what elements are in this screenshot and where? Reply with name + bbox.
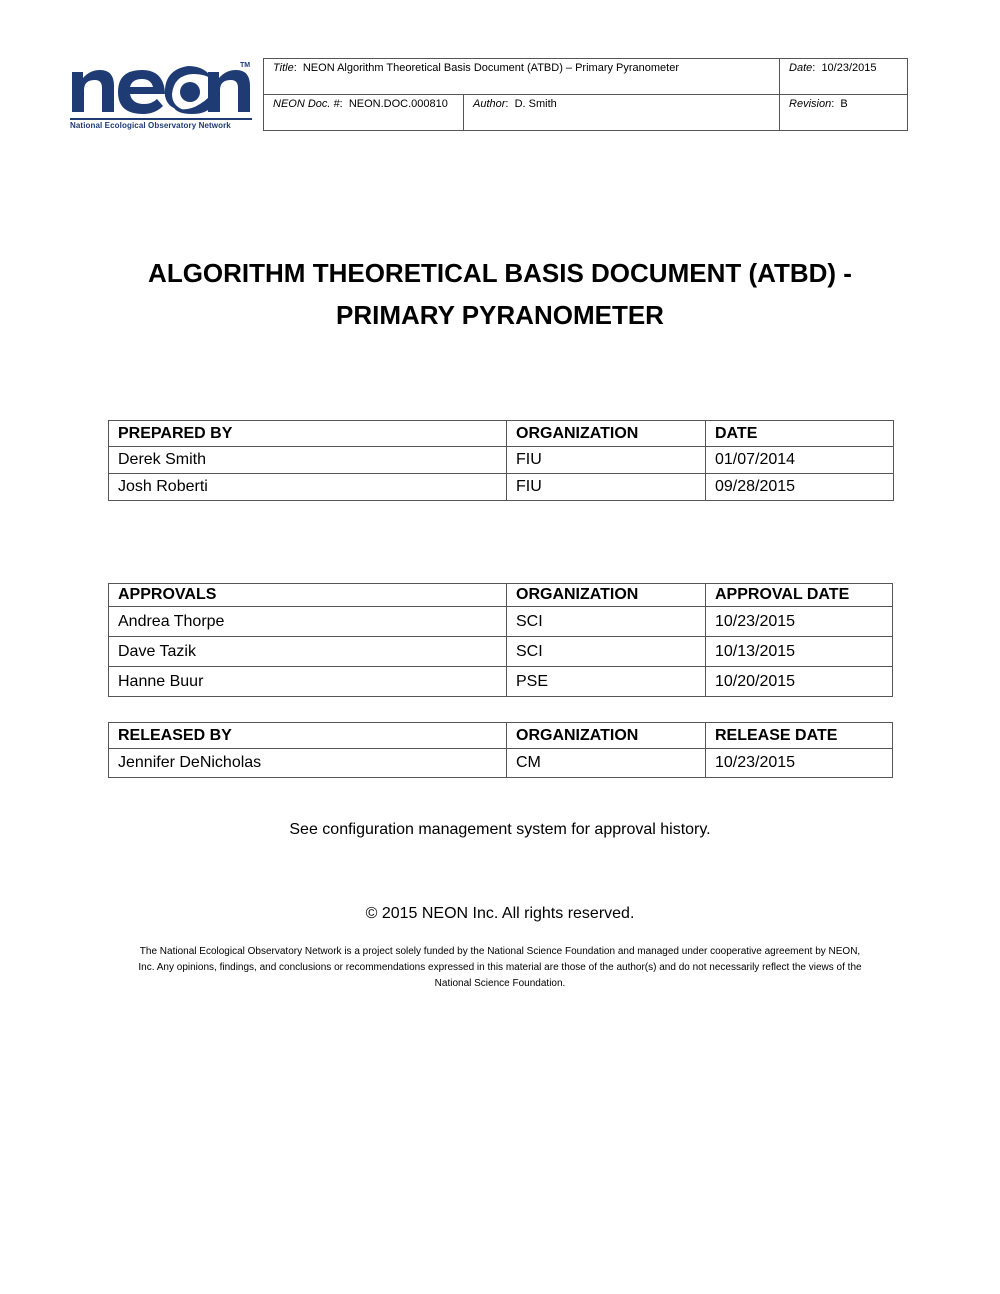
neon-wordmark [68, 58, 254, 116]
date-cell: 10/13/2015 [706, 637, 893, 667]
name-cell: Hanne Buur [109, 667, 507, 697]
header-doc-cell: NEON Doc. #: NEON.DOC.000810 [264, 95, 464, 131]
funding-disclaimer [112, 944, 888, 992]
date-value: 10/23/2015 [821, 62, 877, 74]
disclaimer-line-2: Inc. Any opinions, findings, and conclusions or recommendations expressed in this material are those of the author(s) and do not necessarily reflect the views of the [138, 962, 862, 973]
table-row [109, 637, 893, 667]
table-row [109, 667, 893, 697]
header-author-cell: Author: D. Smith [464, 95, 780, 131]
organization-cell: SCI [507, 637, 706, 667]
header-revision-cell: Revision: B [780, 95, 908, 131]
title-value: NEON Algorithm Theoretical Basis Document (ATBD) – Primary Pyranometer [302, 62, 680, 74]
logo-tagline: National Ecological Observatory Network [70, 118, 252, 130]
column-header: ORGANIZATION [507, 723, 706, 749]
column-header: ORGANIZATION [507, 421, 706, 447]
prepared-by-table [108, 420, 894, 501]
name-cell: Derek Smith [109, 447, 507, 474]
organization-cell: FIU [507, 474, 706, 501]
date-cell: 10/23/2015 [706, 749, 893, 778]
date-cell: 10/20/2015 [706, 667, 893, 697]
revision-value: B [840, 98, 848, 110]
title-label: Title [273, 62, 294, 74]
author-label: Author [473, 98, 506, 110]
name-cell: Dave Tazik [109, 637, 507, 667]
table-row [109, 474, 894, 501]
table-header-row [109, 421, 894, 447]
organization-cell: FIU [507, 447, 706, 474]
organization-cell: CM [507, 749, 706, 778]
released-by-table [108, 722, 893, 778]
document-title-line-2: PRIMARY PYRANOMETER [336, 300, 664, 330]
name-cell: Jennifer DeNicholas [109, 749, 507, 778]
date-cell: 01/07/2014 [706, 447, 894, 474]
doc-value: NEON.DOC.000810 [348, 98, 448, 110]
organization-cell: PSE [507, 667, 706, 697]
column-header: DATE [706, 421, 894, 447]
date-cell: 10/23/2015 [706, 607, 893, 637]
disclaimer-line-1: The National Ecological Observatory Network is a project solely funded by the National Science Foundation and managed under cooperative agreement by NEON, [139, 946, 861, 957]
table-row [109, 607, 893, 637]
name-cell: Josh Roberti [109, 474, 507, 501]
column-header: ORGANIZATION [507, 584, 706, 607]
document-header-table [263, 58, 908, 131]
copyright-notice: © 2015 NEON Inc. All rights reserved. [365, 905, 635, 922]
column-header: PREPARED BY [109, 421, 507, 447]
configuration-note: See configuration management system for approval history. [289, 821, 711, 838]
document-title [100, 252, 900, 336]
date-label: Date [789, 62, 813, 74]
doc-label: NEON Doc. # [273, 98, 340, 110]
neon-logo [68, 58, 254, 134]
header-title-cell: Title: NEON Algorithm Theoretical Basis Document (ATBD) – Primary Pyranometer [264, 59, 780, 95]
name-cell: Andrea Thorpe [109, 607, 507, 637]
column-header: APPROVAL DATE [706, 584, 893, 607]
approvals-table [108, 583, 893, 697]
author-value: D. Smith [514, 98, 557, 110]
column-header: APPROVALS [109, 584, 507, 607]
column-header: RELEASE DATE [706, 723, 893, 749]
table-row [109, 447, 894, 474]
disclaimer-line-3: National Science Foundation. [434, 978, 566, 989]
document-title-line-1: ALGORITHM THEORETICAL BASIS DOCUMENT (ATBD) - [148, 258, 852, 288]
header-date-cell: Date: 10/23/2015 [780, 59, 908, 95]
table-header-row [109, 723, 893, 749]
table-header-row [109, 584, 893, 607]
column-header: RELEASED BY [109, 723, 507, 749]
date-cell: 09/28/2015 [706, 474, 894, 501]
revision-label: Revision [789, 98, 832, 110]
svg-text:TM: TM [240, 62, 251, 69]
table-row [109, 749, 893, 778]
organization-cell: SCI [507, 607, 706, 637]
